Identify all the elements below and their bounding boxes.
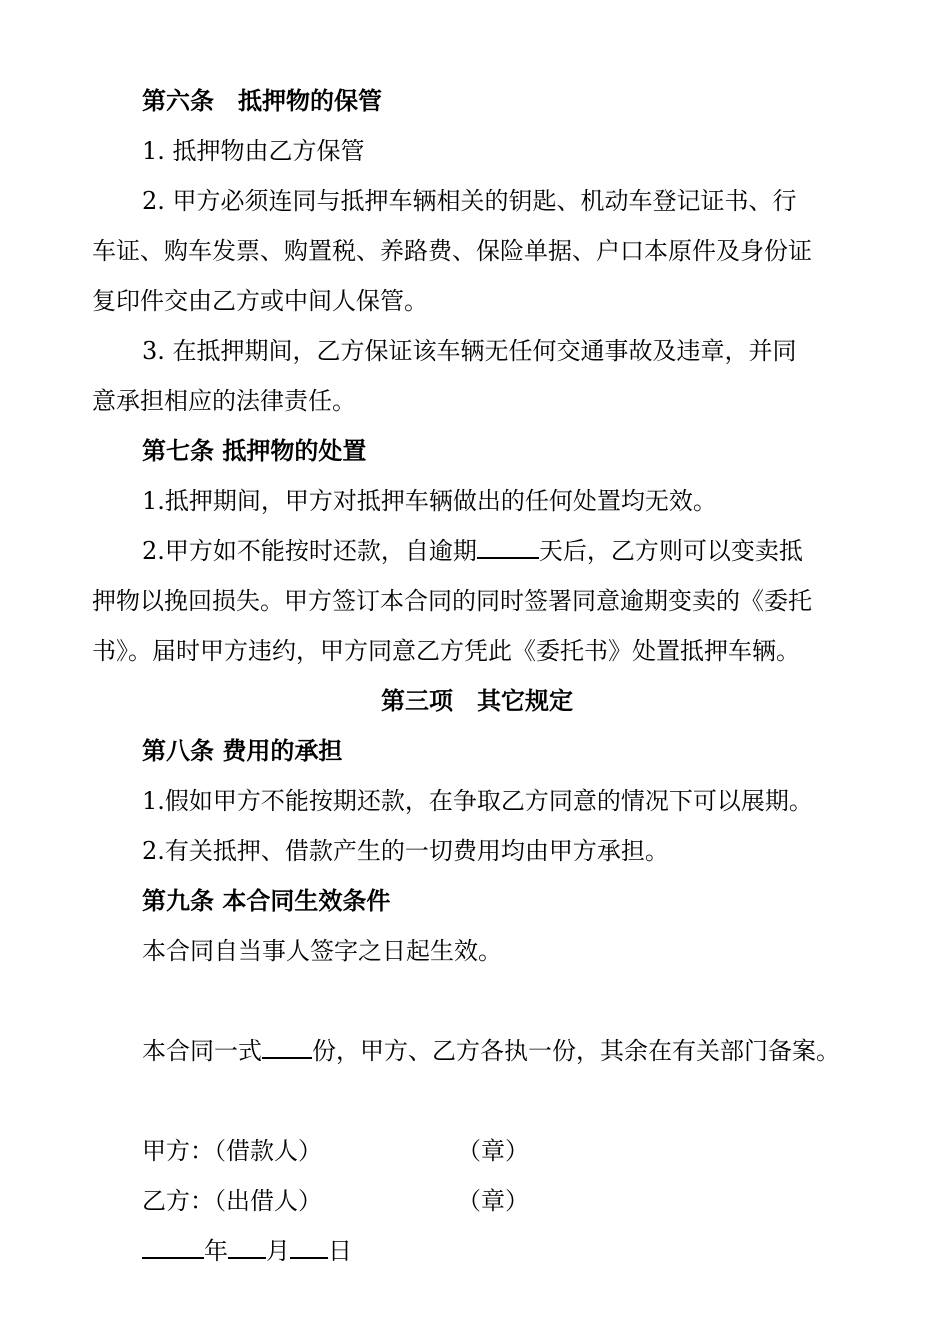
article6-item3-line1: 3. 在抵押期间，乙方保证该车辆无任何交通事故及违章，并同 bbox=[142, 337, 797, 365]
spacer bbox=[92, 976, 862, 1026]
article7-item2-post: 天后，乙方则可以变卖抵 bbox=[538, 537, 803, 565]
article6-item2-line2: 车证、购车发票、购置税、养路费、保险单据、户口本原件及身份证 bbox=[92, 237, 812, 265]
article7-item2-line2: 押物以挽回损失。甲方签订本合同的同时签署同意逾期变卖的《委托 bbox=[92, 587, 812, 615]
article7-item1: 1.抵押期间，甲方对抵押车辆做出的任何处置均无效。 bbox=[142, 487, 717, 515]
copies-pre: 本合同一式 bbox=[142, 1037, 262, 1065]
article8-item1: 1.假如甲方不能按期还款，在争取乙方同意的情况下可以展期。 bbox=[142, 787, 813, 815]
article7-heading: 第七条 抵押物的处置 bbox=[142, 436, 367, 465]
contract-page bbox=[92, 76, 862, 1276]
article8-item2: 2.有关抵押、借款产生的一切费用均由甲方承担。 bbox=[142, 837, 669, 865]
day-label: 日 bbox=[328, 1237, 352, 1265]
section3-heading: 第三项 其它规定 bbox=[381, 686, 573, 715]
copies-post: 份，甲方、乙方各执一份，其余在有关部门备案。 bbox=[312, 1037, 840, 1065]
article7-item2-line3: 书》。届时甲方违约，甲方同意乙方凭此《委托书》处置抵押车辆。 bbox=[92, 637, 800, 665]
overdue-days-blank[interactable] bbox=[477, 535, 539, 559]
article7-item2-pre: 2.甲方如不能按时还款，自逾期 bbox=[142, 537, 477, 565]
spacer bbox=[92, 1076, 862, 1126]
article8-heading: 第八条 费用的承担 bbox=[142, 736, 343, 765]
party-b-seal: （章） bbox=[457, 1187, 529, 1215]
month-label: 月 bbox=[266, 1237, 290, 1265]
year-label: 年 bbox=[204, 1237, 228, 1265]
party-a-label: 甲方：（借款人） bbox=[142, 1137, 322, 1165]
party-a-signature-row bbox=[92, 1126, 862, 1176]
copies-line bbox=[92, 1026, 862, 1076]
article6-heading: 第六条 抵押物的保管 bbox=[142, 86, 382, 115]
day-blank[interactable] bbox=[290, 1235, 328, 1259]
month-blank[interactable] bbox=[228, 1235, 266, 1259]
article6-item1: 1. 抵押物由乙方保管 bbox=[142, 137, 365, 165]
article6-item2-line1: 2. 甲方必须连同与抵押车辆相关的钥匙、机动车登记证书、行 bbox=[142, 187, 797, 215]
article7-item2-line1 bbox=[92, 526, 862, 576]
article6-item3-line2: 意承担相应的法律责任。 bbox=[92, 387, 356, 415]
party-a-seal: （章） bbox=[457, 1137, 529, 1165]
article9-heading: 第九条 本合同生效条件 bbox=[142, 886, 391, 915]
copies-count-blank[interactable] bbox=[262, 1035, 312, 1059]
article6-item2-line3: 复印件交由乙方或中间人保管。 bbox=[92, 287, 428, 315]
party-b-label: 乙方：（出借人） bbox=[142, 1187, 322, 1215]
article9-text: 本合同自当事人签字之日起生效。 bbox=[142, 937, 502, 965]
party-b-signature-row bbox=[92, 1176, 862, 1226]
date-line bbox=[92, 1226, 862, 1276]
year-blank[interactable] bbox=[142, 1235, 204, 1259]
